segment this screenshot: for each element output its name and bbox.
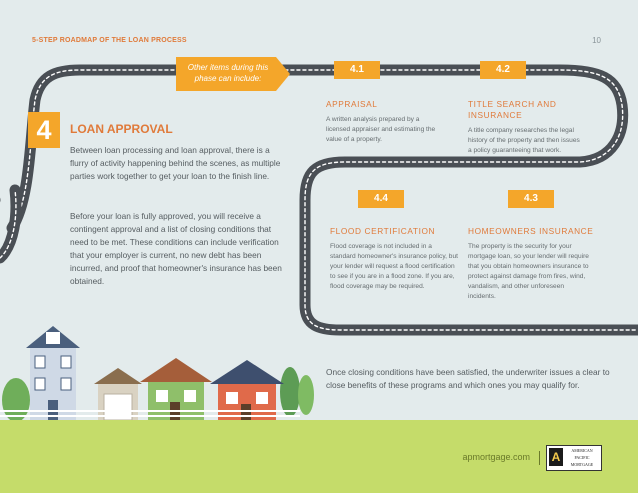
title-search-text: A title company researches the legal history of the property and then issues a policy guaranteeing that work.	[468, 127, 580, 154]
step-paragraph-1: Between loan processing and loan approval, there is a flurry of activity happening behind the scenes, as multiple parties work together to get your loan to the finish line.	[70, 145, 281, 181]
footer-url[interactable]: apmortgage.com	[462, 452, 530, 462]
company-logo	[546, 445, 602, 471]
callout-text: Other items during this phase can include:	[187, 63, 269, 83]
homeowners-text: The property is the security for your mortgage loan, so your lender will require that you obtain homeowners insurance to protect against damage from fires, wind, vandalism, and other unforeseen incidents.	[468, 243, 589, 300]
badge-4-4: 4.4	[358, 190, 404, 208]
appraisal-title: APPRAISAL	[326, 99, 378, 109]
page-number: 10	[592, 36, 601, 45]
badge-4-3: 4.3	[508, 190, 554, 208]
header-title: 5-STEP ROADMAP OF THE LOAN PROCESS	[32, 37, 187, 44]
logo-line-3: MORTGAGE	[570, 462, 594, 467]
badge-4-2: 4.2	[480, 61, 526, 79]
badge-4-1: 4.1	[334, 61, 380, 79]
step-number-box: 4	[28, 112, 60, 148]
title-search-title: TITLE SEARCH AND INSURANCE	[468, 99, 557, 120]
logo-line-2: PACIFIC	[574, 455, 590, 460]
houses-illustration	[0, 326, 314, 422]
footer-divider	[539, 451, 540, 465]
appraisal-text: A written analysis prepared by a licensed appraiser and estimating the value of a property.	[326, 116, 436, 143]
step-paragraph-2: Before your loan is fully approved, you will receive a contingent approval and a list of closing conditions that need to be met. These conditions can include verification that your employer is current, no new debt has been incurred, and proof that homeowner's insurance has been obtained.	[70, 211, 282, 286]
homeowners-title: HOMEOWNERS INSURANCE	[468, 226, 594, 236]
step-title: LOAN APPROVAL	[70, 122, 173, 136]
flood-title: FLOOD CERTIFICATION	[330, 226, 436, 236]
flood-text: Flood coverage is not included in a standard homeowner's insurance policy, but your lender will request a flood certification to see if you are in a flood zone. If you are, flood coverage may be required.	[330, 243, 458, 290]
logo-mark: A	[549, 448, 563, 466]
logo-line-1: AMERICAN	[571, 448, 593, 453]
footer-grass	[0, 420, 638, 493]
closing-text: Once closing conditions have been satisfied, the underwriter issues a clear to close benefits of these programs and which ones you may qualify for.	[326, 367, 610, 390]
